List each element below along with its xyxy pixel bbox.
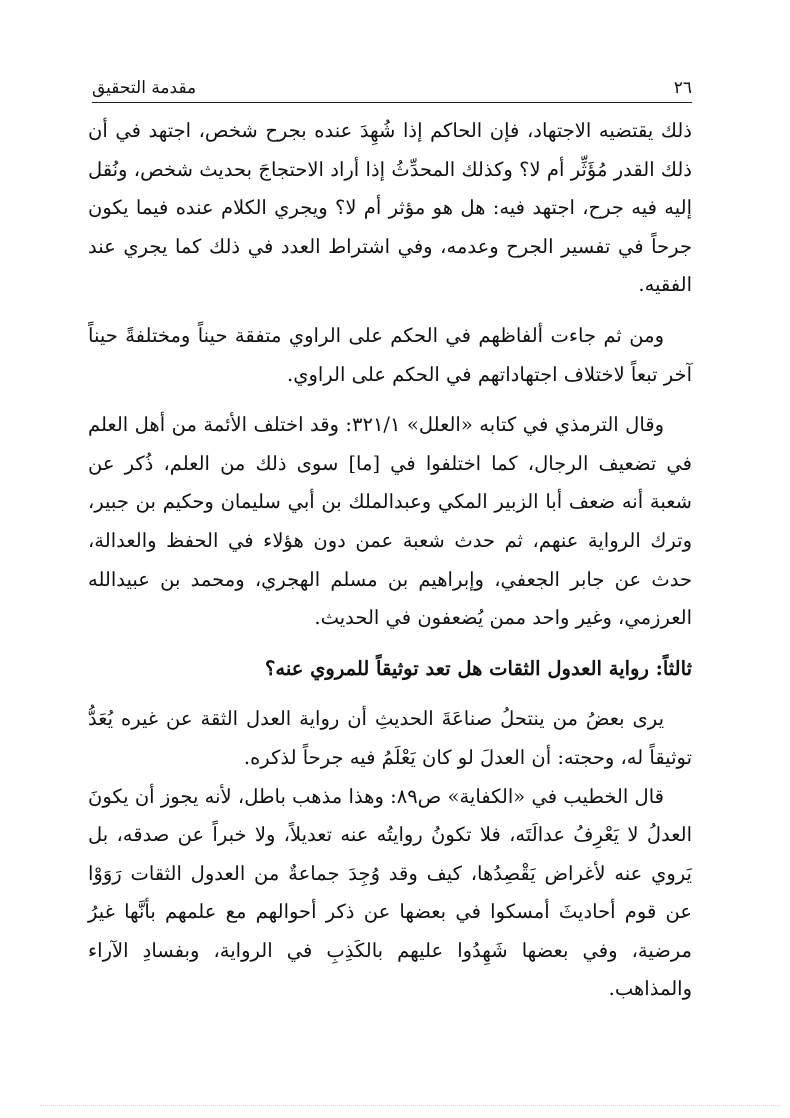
running-title: مقدمة التحقيق — [92, 78, 197, 98]
header-rule — [92, 102, 692, 103]
page-number: ٢٦ — [673, 78, 692, 98]
page-header — [92, 74, 692, 102]
paragraph-5: قال الخطيب في «الكفاية» ص٨٩: وهذا مذهب باطل، لأنه يجوز أن يكونَ العدلُ لا يَعْرِفُ عدالَتَه، فلا تكونُ روايتُه عنه تعديلاً، ولا خبراً عن صدقه، بل يَروي عنه لأغراض يَقْصِدُها، كيف وقد وُجِدَ جماعةٌ من العدول الثقات رَوَوْا عن قوم أحاديثَ أمسكوا في بعضها عن ذكر أحوالهم مع علمهم بأنَّها غيرُ مرضية، وفي بعضها شَهِدُوا عليهم بالكَذِبِ في الرواية، وبفسادِ الآراء والمذاهب. — [88, 784, 692, 1001]
body-text — [88, 112, 692, 1021]
paragraph-2: ومن ثم جاءت ألفاظهم في الحكم على الراوي متفقة حيناً ومختلفةً حيناً آخر تبعاً لاختلاف اجتهاداتهم في الحكم على الراوي. — [88, 323, 692, 386]
paragraph-4: يرى بعضُ من ينتحلُ صناعَةَ الحديثِ أن رواية العدل الثقة عن غيره يُعَدُّ توثيقاً له، وحجته: أن العدلَ لو كان يَعْلَمُ فيه جرحاً لذكره. — [88, 707, 692, 769]
paragraph-1: ذلك يقتضيه الاجتهاد، فإن الحاكم إذا شُهِدَ عنده بجرح شخص، اجتهد في أن ذلك القدر مُؤَثِّر أم لا؟ وكذلك المحدِّثُ إذا أراد الاحتجاجَ بحديث شخص، ونُقل إليه فيه جرح، اجتهد فيه: هل هو مؤثر أم لا؟ ويجري الكلام عنده فيما يكون جرحاً في تفسير الجرح وعدمه، وفي اشتراط العدد في ذلك كما يجري عند الفقيه. — [88, 119, 692, 297]
section-heading: ثالثاً: رواية العدول الثقات هل تعد توثيقاً للمروي عنه؟ — [265, 656, 692, 680]
scan-edge-marks — [40, 1105, 780, 1116]
paragraph-3: وقال الترمذي في كتابه «العلل» ٣٢١/١: وقد اختلف الأئمة من أهل العلم في تضعيف الرجال، كما اختلفوا في [ما] سوى ذلك من العلم، ذُكر عن شعبة أنه ضعف أبا الزبير المكي وعبدالملك بن أبي سليمان وحكيم بن جبير، وترك الرواية عنهم، ثم حدث شعبة عمن دون هؤلاء في الحفظ والعدالة، حدث عن جابر الجعفي، وإبراهيم بن مسلم الهجري، ومحمد بن عبيدالله العرزمي، وغير واحد ممن يُضعفون في الحديث. — [88, 413, 692, 630]
